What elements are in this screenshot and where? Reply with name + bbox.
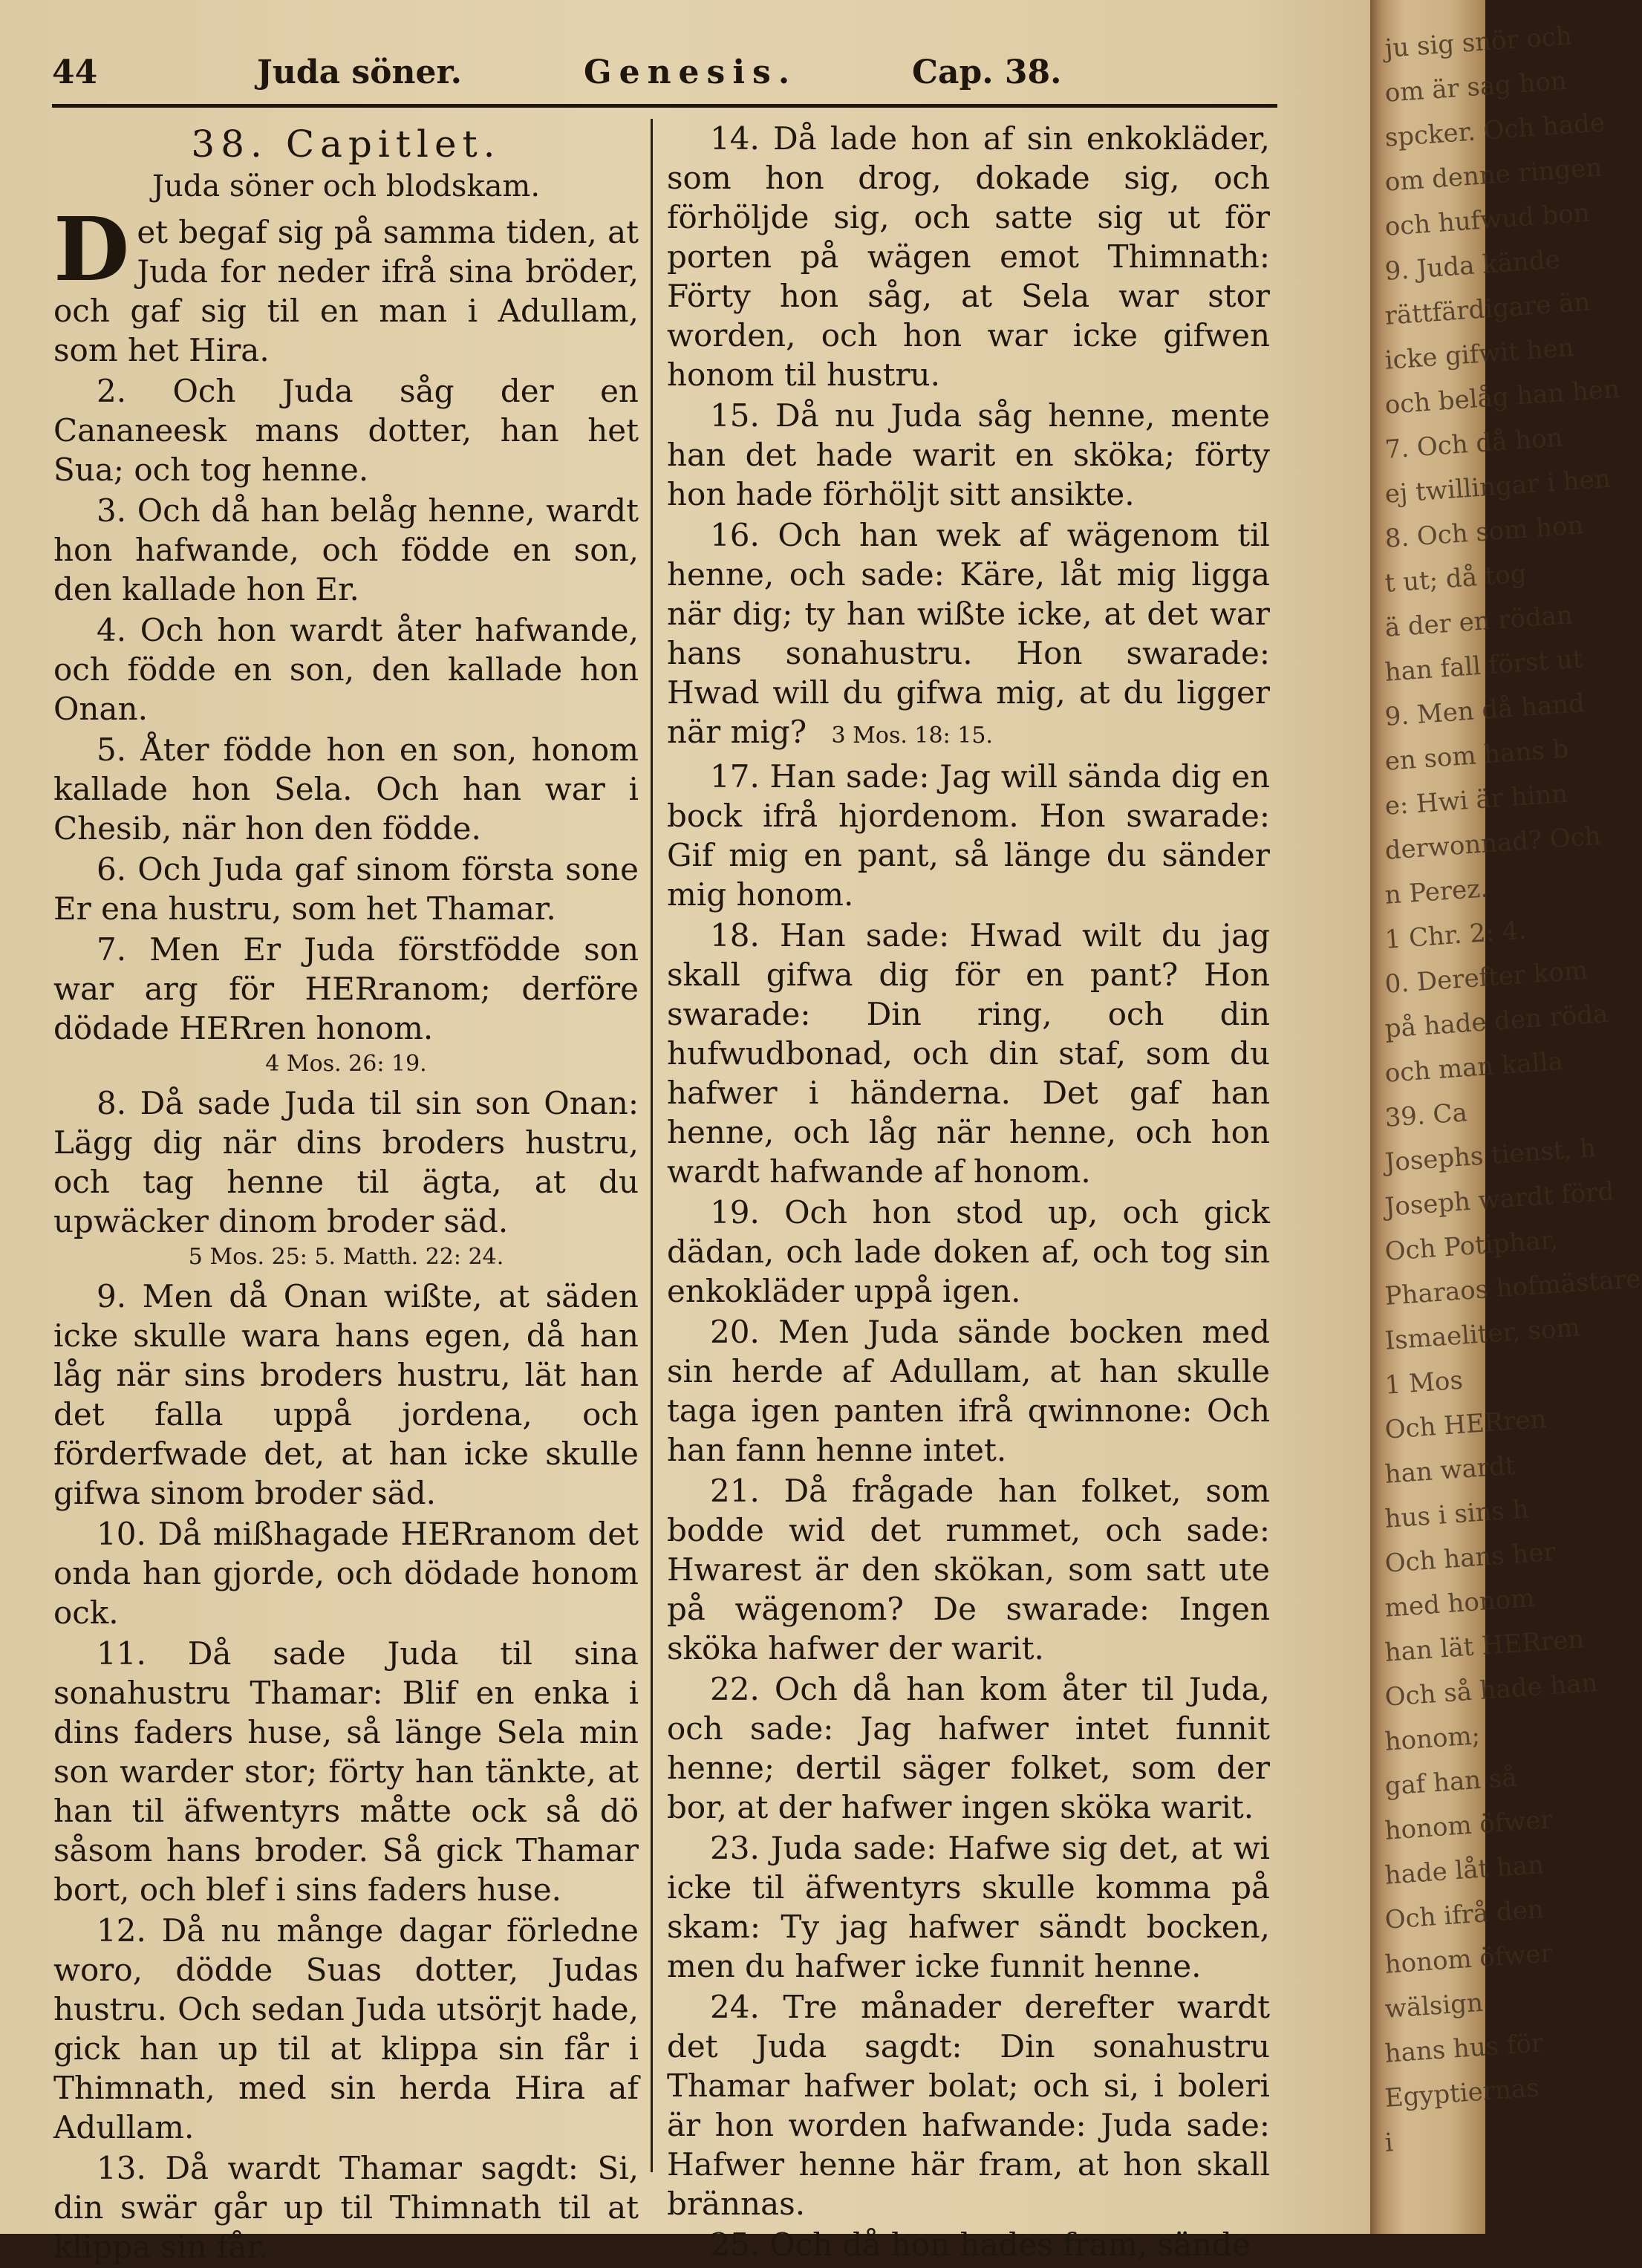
verse: 4. Och hon wardt åter hafwande, och födde en son, den kallade hon Onan. [53, 612, 639, 727]
facing-page-fragment: spcker. Och hade [1384, 108, 1606, 153]
verse: 15. Då nu Juda såg henne, mente han det hade warit en sköka; förty hon hade förhöljt sitt ansikte. [667, 397, 1270, 512]
header-rule [52, 104, 1277, 108]
column-rule [651, 119, 653, 2172]
verse: 21. Då frågade han folket, som bodde wid det rummet, och sade: Hwarest är den skökan, som satt ute på wägenom? De swarade: Ingen sköka hafwer der warit. [667, 1473, 1270, 1666]
verse: 22. Och då han kom åter til Juda, och sade: Jag hafwer intet funnit henne; dertil säger folket, som der bor, at der hafwer ingen sköka warit. [667, 1671, 1270, 1825]
facing-page-fragment: Joseph wardt förd [1384, 1176, 1615, 1222]
verse: 2. Och Juda såg der en Cananeesk mans dotter, han het Sua; och tog henne. [53, 373, 639, 488]
facing-page-fragment: 7. Och då hon [1384, 423, 1564, 465]
facing-page-fragment: i [1384, 2128, 1395, 2158]
facing-page-fragment: hade låt han [1384, 1850, 1545, 1891]
verse-16-text: 16. Och han wek af wägenom til henne, och sade: Käre, låt mig ligga när dig; ty han wißte icke, at det war hans sonahustru. Hon swarade: Hwad will du gifwa mig, at du ligger när mig? [667, 517, 1270, 750]
chapter-summary: Juda söner och blodskam. [152, 169, 541, 203]
facing-page-fragment: om denne ringen [1384, 152, 1603, 198]
facing-page-fragment: gaf han så [1384, 1762, 1518, 1802]
verse: 9. Men då Onan wißte, at säden icke skulle wara hans egen, då han låg när sins broders hustru, lät han det falla uppå jordena, och förderfwade det, at han icke skulle gifwa sinom broder säd. [53, 1278, 639, 1511]
facing-page-fragment: om är sag hon [1384, 65, 1568, 108]
left-column [53, 125, 639, 2268]
verse: 18. Han sade: Hwad wilt du jag skall gifwa dig för en pant? Hon swarade: Din ring, och din hufwudbonad, och din staf, som du hafwer i händerna. Det gaf han henne, och låg när henne, och hon wardt hafwande af honom. [667, 917, 1270, 1190]
verse: 10. Då mißhagade HERranom det onda han gjorde, och dödade honom ock. [53, 1516, 639, 1631]
facing-page-fragment: hans hus för [1384, 2028, 1545, 2069]
facing-page-fragment: Josephs tienst, h [1384, 1133, 1597, 1178]
facing-page-fragment: icke gifwit hen [1384, 333, 1575, 376]
facing-page-fragment: derwonnad? Och [1384, 821, 1602, 866]
verse: 3. Och då han belåg henne, wardt hon hafwande, och födde en son, den kallade hon Er. [53, 492, 639, 607]
facing-page-fragment: n Perez. [1384, 873, 1490, 910]
verse: 8. Då sade Juda til sin son Onan: Lägg dig när dins broders hustru, och tag henne til ägta, at du upwäcker dinom broder säd. [53, 1085, 639, 1239]
facing-page-fragment: honom öfwer [1384, 1938, 1554, 1980]
cross-reference: 4 Mos. 26: 19. [265, 1051, 427, 1077]
facing-page-fragment: honom öfwer [1384, 1805, 1554, 1846]
verse: 23. Juda sade: Hafwe sig det, at wi icke til äfwentyrs skulle komma på skam: Ty jag hafwer sändt bocken, men du hafwer icke funnit henne. [667, 1830, 1270, 1984]
facing-page-fragment: Och Potiphar, [1384, 1225, 1560, 1267]
running-head-chapter: Cap. 38. [912, 53, 1062, 91]
facing-page-fragment: 39. Ca [1384, 1098, 1469, 1133]
facing-page-fragment: Och så hade han [1384, 1667, 1599, 1713]
facing-page-fragment: hus i sins h [1384, 1494, 1530, 1534]
facing-page-fragment: t ut; då tog [1384, 558, 1528, 599]
verse: 13. Då wardt Thamar sagdt: Si, din swär går up til Thimnath til at klippa sin får. [53, 2150, 639, 2265]
facing-page-fragment: honom; [1384, 1721, 1482, 1757]
facing-page-fragment: wälsign [1384, 1987, 1485, 2024]
facing-page-fragment: 1 Chr. 2: 4. [1384, 915, 1528, 955]
verse: 11. Då sade Juda til sina sonahustru Thamar: Blif en enka i dins faders huse, så länge Sela min son warder stor; förty han tänkte, at han til äfwentyrs måtte ock så dö såsom hans broder. Så gick Thamar bort, och blef i sins faders huse. [53, 1635, 639, 1908]
facing-page-fragment: på hade den röda [1384, 998, 1609, 1044]
facing-page-fragment: Och HERren [1384, 1404, 1548, 1445]
chapter-title: 38. Capitlet. [191, 123, 501, 166]
verse-1-text: et begaf sig på samma tiden, at Juda for neder ifrå sina bröder, och gaf sig til en man i Adullam, som het Hira. [53, 214, 639, 368]
verse: 19. Och hon stod up, och gick dädan, och lade doken af, och tog sin enkokläder uppå igen. [667, 1194, 1270, 1309]
facing-page-fragment: ej twillingar i hen [1384, 463, 1612, 509]
right-column [667, 119, 1270, 2266]
verse: 24. Tre månader derefter wardt det Juda sagdt: Din sonahustru Thamar hafwer bolat; och si, i boleri är hon worden hafwande: Juda sade: Hafwer henne här fram, at hon skall brännas. [667, 1989, 1270, 2222]
verse: 7. Men Er Juda förstfödde son war arg för HERranom; derföre dödade HERren honom. [53, 931, 639, 1046]
facing-page-fragment: Egyptiernas [1384, 2073, 1540, 2114]
facing-page-fragment: Ismaeliter, som [1384, 1312, 1581, 1356]
facing-page-fragment: 8. Och som hon [1384, 510, 1585, 554]
verse-1 [53, 198, 639, 370]
verse [667, 515, 1270, 755]
facing-page-fragment: 1 Mos [1384, 1365, 1465, 1401]
facing-page-fragment: och belåg han hen [1384, 374, 1621, 420]
facing-page-fragment: rättfärdigare än [1384, 287, 1591, 331]
page-number: 44 [52, 53, 98, 91]
facing-page-fragment: Och ifrå den [1384, 1894, 1545, 1935]
facing-page-fragment: Pharaos hofmästare [1384, 1263, 1642, 1311]
verse: 20. Men Juda sände bocken med sin herde af Adullam, at han skulle taga igen panten ifrå qwinnone: Och han fann henne intet. [667, 1314, 1270, 1468]
facing-page-fragment: 9. Juda kände [1384, 244, 1561, 287]
facing-page-fragment: ä der en rödan [1384, 600, 1574, 643]
running-head-book: Genesis. [584, 53, 798, 91]
running-head-left: Juda söner. [257, 53, 462, 91]
verse: 14. Då lade hon af sin enkokläder, som hon drog, dokade sig, och förhöljde sig, och satte sig ut för porten på wägen emot Thimnath: Förty hon såg, at Sela war stor worden, och hon war icke gifwen honom til hustru. [667, 120, 1270, 393]
facing-page-edge [1370, 0, 1642, 2234]
verse: 17. Han sade: Jag will sända dig en bock ifrå hjordenom. Hon swarade: Gif mig en pant, så länge du sänder mig honom. [667, 758, 1270, 913]
facing-page-fragment: en som hans b [1384, 734, 1570, 777]
facing-page-fragment: och man kalla [1384, 1046, 1564, 1089]
facing-page-fragment: han lät HERren [1384, 1624, 1586, 1668]
facing-page-fragment: Och hans her [1384, 1537, 1557, 1579]
verse: 5. Åter födde hon en son, honom kallade hon Sela. Och han war i Chesib, när hon den födde. [53, 731, 639, 847]
running-head [52, 53, 1270, 98]
facing-page-fragment: han fall först ut [1384, 644, 1584, 688]
verse: 12. Då nu månge dagar förledne woro, dödde Suas dotter, Judas hustru. Och sedan Juda utsörjt hade, gick han up til at klippa sin får i Thimnath, med sin herda Hira af Adullam. [53, 1912, 639, 2145]
cross-reference: 3 Mos. 18: 15. [831, 723, 993, 749]
verse: 25. Och då hon hades fram, sände [710, 2226, 1251, 2263]
drop-cap: D [53, 198, 130, 301]
facing-page-fragment: 9. Men då hand [1384, 688, 1586, 732]
cross-reference: 5 Mos. 25: 5. Matth. 22: 24. [188, 1244, 504, 1270]
facing-page-fragment: och hufwud bon [1384, 198, 1591, 242]
facing-page-fragment: e: Hwi är hinn [1384, 778, 1569, 821]
verse: 6. Och Juda gaf sinom första sone Er ena hustru, som het Thamar. [53, 851, 639, 927]
facing-page-fragment: ju sig snör och [1384, 21, 1574, 64]
facing-page-fragment: med honom [1384, 1583, 1536, 1623]
facing-page-fragment: han wardt [1384, 1450, 1516, 1490]
facing-page-fragment: 0. Derefter kom [1384, 955, 1589, 1000]
